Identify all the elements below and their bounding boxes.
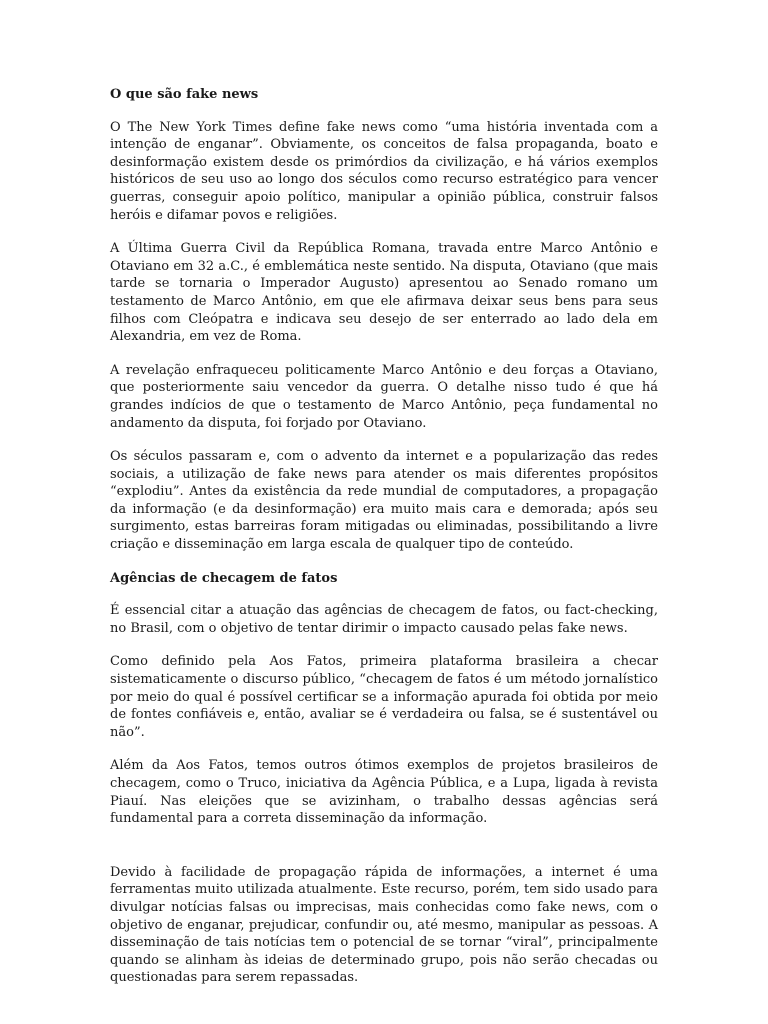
paragraph-brazilian-projects: Além da Aos Fatos, temos outros ótimos exemplos de projetos brasileiros de checagem, como o Truco, iniciativa da Agência Pública, e a Lupa, ligada à revista Piauí. Nas eleições que se avizinham, o trabalho dessas agências será fundamental para a correta disseminação da informação. xyxy=(110,758,658,827)
blank-line xyxy=(110,844,658,864)
paragraph-nyt-definition: O The New York Times define fake news como “uma história inventada com a intenção de enganar”. Obviamente, os conceitos de falsa propaganda, boato e desinformação existem desde os primórdios da civilização, e há vários exemplos históricos de seu uso ao longo dos séculos como recurso estratégico para vencer guerras, conseguir apoio político, manipular a opinião pública, construir falsos heróis e difamar povos e religiões. xyxy=(110,119,658,223)
paragraph-internet-spread: Os séculos passaram e, com o advento da internet e a popularização das redes sociais, a utilização de fake news para atender os mais diferentes propósitos “explodiu”. Antes da existência da rede mundial de computadores, a propagação da informação (e da desinformação) era muito mais cara e demorada; após seu surgimento, estas barreiras foram mitigadas ou eliminadas, possibilitando a livre criação e disseminação em larga escala de qualquer tipo de conteúdo. xyxy=(110,449,658,553)
paragraph-roman-civil-war: A Última Guerra Civil da República Romana, travada entre Marco Antônio e Otaviano em 32 a.C., é emblemática neste sentido. Na disputa, Otaviano (que mais tarde se tornaria o Imperador Augusto) apresentou ao Senado romano um testamento de Marco Antônio, em que ele afirmava deixar seus bens para seus filhos com Cleópatra e indicava seu desejo de ser enterrado ao lado dela em Alexandria, em vez de Roma. xyxy=(110,241,658,345)
paragraph-fact-checking-intro: É essencial citar a atuação das agências de checagem de fatos, ou fact-checking, no Brasil, com o objetivo de tentar dirimir o impacto causado pelas fake news. xyxy=(110,603,658,636)
paragraph-testament-forgery: A revelação enfraqueceu politicamente Marco Antônio e deu forças a Otaviano, que posteriormente saiu vencedor da guerra. O detalhe nisso tudo é que há grandes indícios de que o testamento de Marco Antônio, peça fundamental no andamento da disputa, foi forjado por Otaviano. xyxy=(110,362,658,431)
paragraph-internet-misuse: Devido à facilidade de propagação rápida de informações, a internet é uma ferramentas muito utilizada atualmente. Este recurso, porém, tem sido usado para divulgar notícias falsas ou imprecisas, mais conhecidas como fake news, com o objetivo de enganar, prejudicar, confundir ou, até mesmo, manipular as pessoas. A disseminação de tais notícias tem o potencial de se tornar “viral”, principalmente quando se alinham às ideias de determinado grupo, pois não serão checadas ou questionadas para serem repassadas. xyxy=(110,864,658,986)
section-heading-fact-checking: Agências de checagem de fatos xyxy=(110,570,338,586)
document-body xyxy=(110,86,658,1003)
section-heading-fake-news: O que são fake news xyxy=(110,87,259,102)
paragraph-aos-fatos-definition: Como definido pela Aos Fatos, primeira plataforma brasileira a checar sistematicamente o discurso público, “checagem de fatos é um método jornalístico por meio do qual é possível certificar se a informação apurada foi obtida por meio de fontes confiáveis e, então, avaliar se é verdadeira ou falsa, se é sustentável ou não”. xyxy=(110,654,658,740)
